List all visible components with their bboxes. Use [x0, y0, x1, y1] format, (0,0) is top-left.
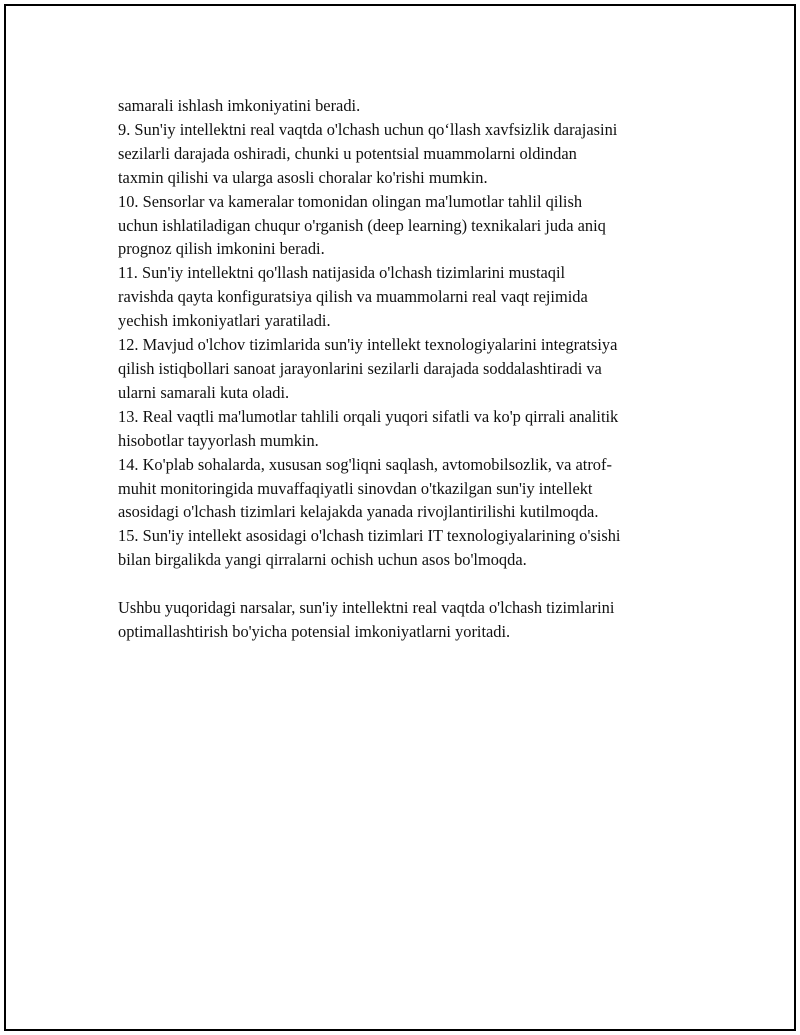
list-item-15: 15. Sun'iy intellekt asosidagi o'lchash tizimlari IT texnologiyalarining o'sishi: [118, 526, 621, 546]
text-line: bilan birgalikda yangi qirralarni ochish uchun asos bo'lmoqda.: [118, 550, 527, 570]
text-line: hisobotlar tayyorlash mumkin.: [118, 430, 319, 450]
list-item-12: 12. Mavjud o'lchov tizimlarida sun'iy intellekt texnologiyalarini integratsiya: [118, 335, 618, 355]
text-line: samarali ishlash imkoniyatini beradi.: [118, 96, 361, 115]
text-line: taxmin qilishi va ularga asosli choralar ko'rishi mumkin.: [118, 167, 488, 187]
conclusion-line: Ushbu yuqoridagi narsalar, sun'iy intellektni real vaqtda o'lchash tizimlarini: [118, 598, 615, 618]
list-item-13: 13. Real vaqtli ma'lumotlar tahlili orqali yuqori sifatli va ko'p qirrali analitik: [118, 406, 619, 426]
document-body: [118, 94, 688, 644]
conclusion-line: optimallashtirish bo'yicha potensial imkoniyatlarni yoritadi.: [118, 621, 511, 641]
list-item-9: 9. Sun'iy intellektni real vaqtda o'lchash uchun qo‘llash xavfsizlik darajasini: [118, 119, 618, 139]
text-line: prognoz qilish imkonini beradi.: [118, 239, 325, 259]
paragraph-gap: [118, 572, 688, 596]
list-item-10: 10. Sensorlar va kameralar tomonidan olingan ma'lumotlar tahlil qilish: [118, 191, 583, 211]
text-line: qilish istiqbollari sanoat jarayonlarini sezilarli darajada soddalashtiradi va: [118, 358, 602, 378]
text-line: uchun ishlatiladigan chuqur o'rganish (deep learning) texnikalari juda aniq: [118, 215, 606, 235]
text-line: muhit monitoringida muvaffaqiyatli sinovdan o'tkazilgan sun'iy intellekt: [118, 478, 593, 498]
text-line: ularni samarali kuta oladi.: [118, 382, 290, 402]
text-line: ravishda qayta konfiguratsiya qilish va muammolarni real vaqt rejimida: [118, 287, 588, 307]
text-line: yechish imkoniyatlari yaratiladi.: [118, 311, 331, 331]
list-item-14: 14. Ko'plab sohalarda, xususan sog'liqni saqlash, avtomobilsozlik, va atrof-: [118, 454, 612, 474]
text-line: asosidagi o'lchash tizimlari kelajakda yanada rivojlantirilishi kutilmoqda.: [118, 502, 599, 522]
text-line: sezilarli darajada oshiradi, chunki u potentsial muammolarni oldindan: [118, 143, 577, 163]
list-item-11: 11. Sun'iy intellektni qo'llash natijasida o'lchash tizimlarini mustaqil: [118, 263, 566, 283]
